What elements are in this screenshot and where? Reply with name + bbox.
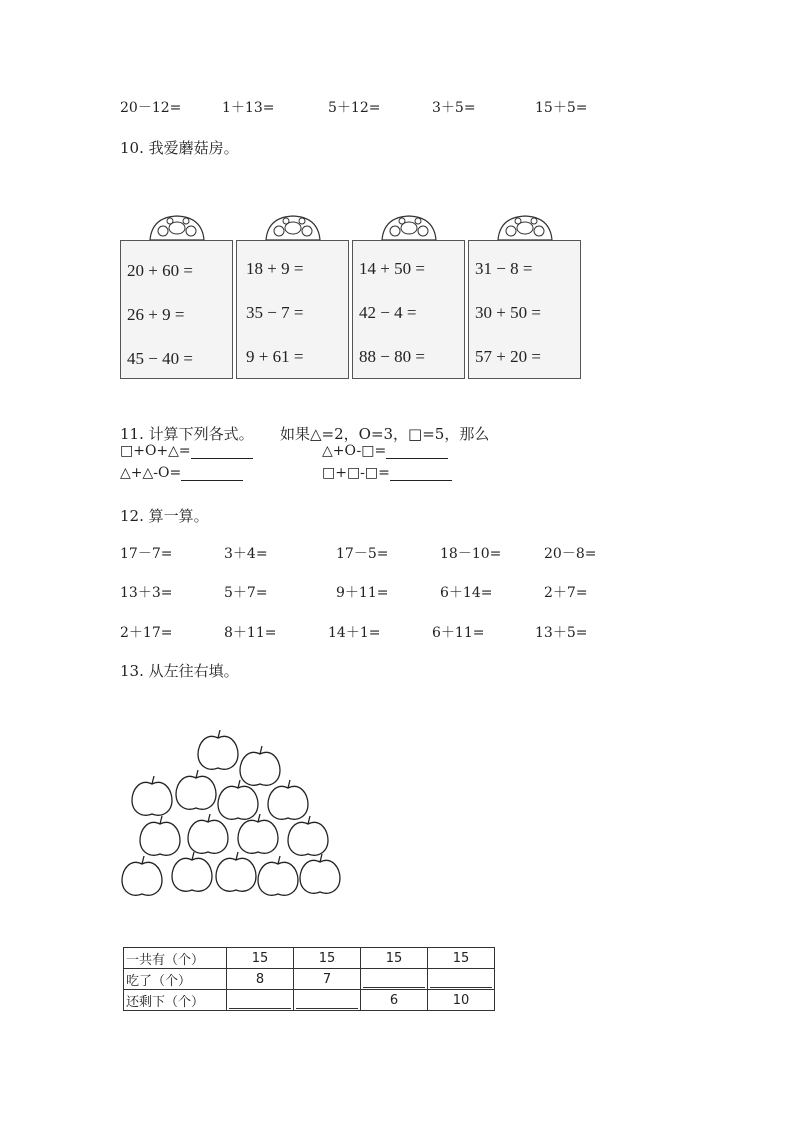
mushroom-house-4: [468, 240, 581, 379]
apple-icon: [240, 746, 280, 785]
q11-expression: △+O-□=: [322, 443, 387, 459]
q11-title: 11. 计算下列各式。: [120, 425, 254, 443]
q10-title: 10. 我爱蘑菇房。: [120, 139, 239, 157]
q13-title: 13. 从左往右填。: [120, 662, 239, 680]
house-equation: 57 + 20 =: [475, 347, 541, 366]
answer-cell[interactable]: [361, 969, 428, 990]
q12-equation: 17－7=: [120, 546, 173, 562]
answer-blank[interactable]: [191, 444, 253, 459]
apple-icon: [140, 816, 180, 855]
house-equation: 9 + 61 =: [246, 347, 304, 366]
row-label: 吃了（个）: [124, 969, 227, 990]
apple-icon: [122, 856, 162, 895]
q12-title: 12. 算一算。: [120, 507, 209, 525]
table-cell: 7: [294, 969, 361, 990]
apple-icon: [198, 730, 238, 769]
apple-icon: [218, 780, 258, 819]
q11-item: [120, 465, 243, 481]
apple-icon: [176, 770, 216, 809]
table-cell: 10: [428, 990, 495, 1011]
apple-icon: [188, 814, 228, 853]
q11-condition: 如果△=2，O=3，□=5，那么: [280, 425, 490, 443]
apple-icon: [258, 856, 298, 895]
q12-equation: 13＋3=: [120, 585, 173, 601]
top-equation: 5＋12=: [328, 100, 381, 116]
apple-table: [123, 947, 495, 1011]
house-equation: 18 + 9 =: [246, 259, 304, 278]
top-equation: 3＋5=: [432, 100, 476, 116]
table-cell: 15: [428, 948, 495, 969]
table-cell: 15: [227, 948, 294, 969]
house-equation: 20 + 60 =: [127, 261, 193, 280]
house-equation: 35 − 7 =: [246, 303, 304, 322]
row-label: 一共有（个）: [124, 948, 227, 969]
q12-equation: 18－10=: [440, 546, 502, 562]
q11-expression: □+O+△=: [120, 443, 191, 459]
mushroom-house-1: [120, 240, 233, 379]
table-cell: 15: [294, 948, 361, 969]
q12-equation: 20－8=: [544, 546, 597, 562]
table-cell: 15: [361, 948, 428, 969]
table-row: [124, 990, 495, 1011]
q11-expression: △+△-O=: [120, 465, 182, 481]
table-cell: 6: [361, 990, 428, 1011]
q12-equation: 17－5=: [336, 546, 389, 562]
answer-cell[interactable]: [294, 990, 361, 1011]
q11-item: [120, 443, 253, 459]
mushroom-house-2: [236, 240, 349, 379]
q12-equation: 2＋7=: [544, 585, 588, 601]
q11-item: [322, 465, 452, 481]
q12-equation: 6＋14=: [440, 585, 493, 601]
mushroom-cap-icon: [378, 213, 440, 243]
answer-blank[interactable]: [390, 466, 452, 481]
table-row: [124, 969, 495, 990]
apple-icon: [216, 852, 256, 891]
apple-icon: [288, 816, 328, 855]
mushroom-cap-icon: [262, 213, 324, 243]
house-equation: 14 + 50 =: [359, 259, 425, 278]
apple-icon: [132, 776, 172, 815]
q12-equation: 2＋17=: [120, 625, 173, 641]
top-equation: 20－12=: [120, 100, 182, 116]
q12-equation: 3＋4=: [224, 546, 268, 562]
apples-illustration: [118, 730, 348, 900]
house-equation: 45 − 40 =: [127, 349, 193, 368]
house-equation: 26 + 9 =: [127, 305, 185, 324]
answer-cell[interactable]: [227, 990, 294, 1011]
house-equation: 42 − 4 =: [359, 303, 417, 322]
q12-equation: 5＋7=: [224, 585, 268, 601]
q12-equation: 13＋5=: [535, 625, 588, 641]
house-equation: 31 − 8 =: [475, 259, 533, 278]
mushroom-cap-icon: [494, 213, 556, 243]
q12-equation: 8＋11=: [224, 625, 277, 641]
apple-icon: [268, 780, 308, 819]
q11-expression: □+□-□=: [322, 465, 390, 481]
apple-icon: [172, 852, 212, 891]
answer-cell[interactable]: [428, 969, 495, 990]
apple-icon: [300, 854, 340, 893]
answer-blank[interactable]: [181, 466, 243, 481]
answer-blank[interactable]: [386, 444, 448, 459]
table-cell: 8: [227, 969, 294, 990]
q12-equation: 9＋11=: [336, 585, 389, 601]
q12-equation: 6＋11=: [432, 625, 485, 641]
house-equation: 30 + 50 =: [475, 303, 541, 322]
house-equation: 88 − 80 =: [359, 347, 425, 366]
mushroom-house-3: [352, 240, 465, 379]
top-equation: 15＋5=: [535, 100, 588, 116]
table-row: [124, 948, 495, 969]
top-equation: 1＋13=: [222, 100, 275, 116]
row-label: 还剩下（个）: [124, 990, 227, 1011]
mushroom-cap-icon: [146, 213, 208, 243]
q12-equation: 14＋1=: [328, 625, 381, 641]
q11-item: [322, 443, 448, 459]
